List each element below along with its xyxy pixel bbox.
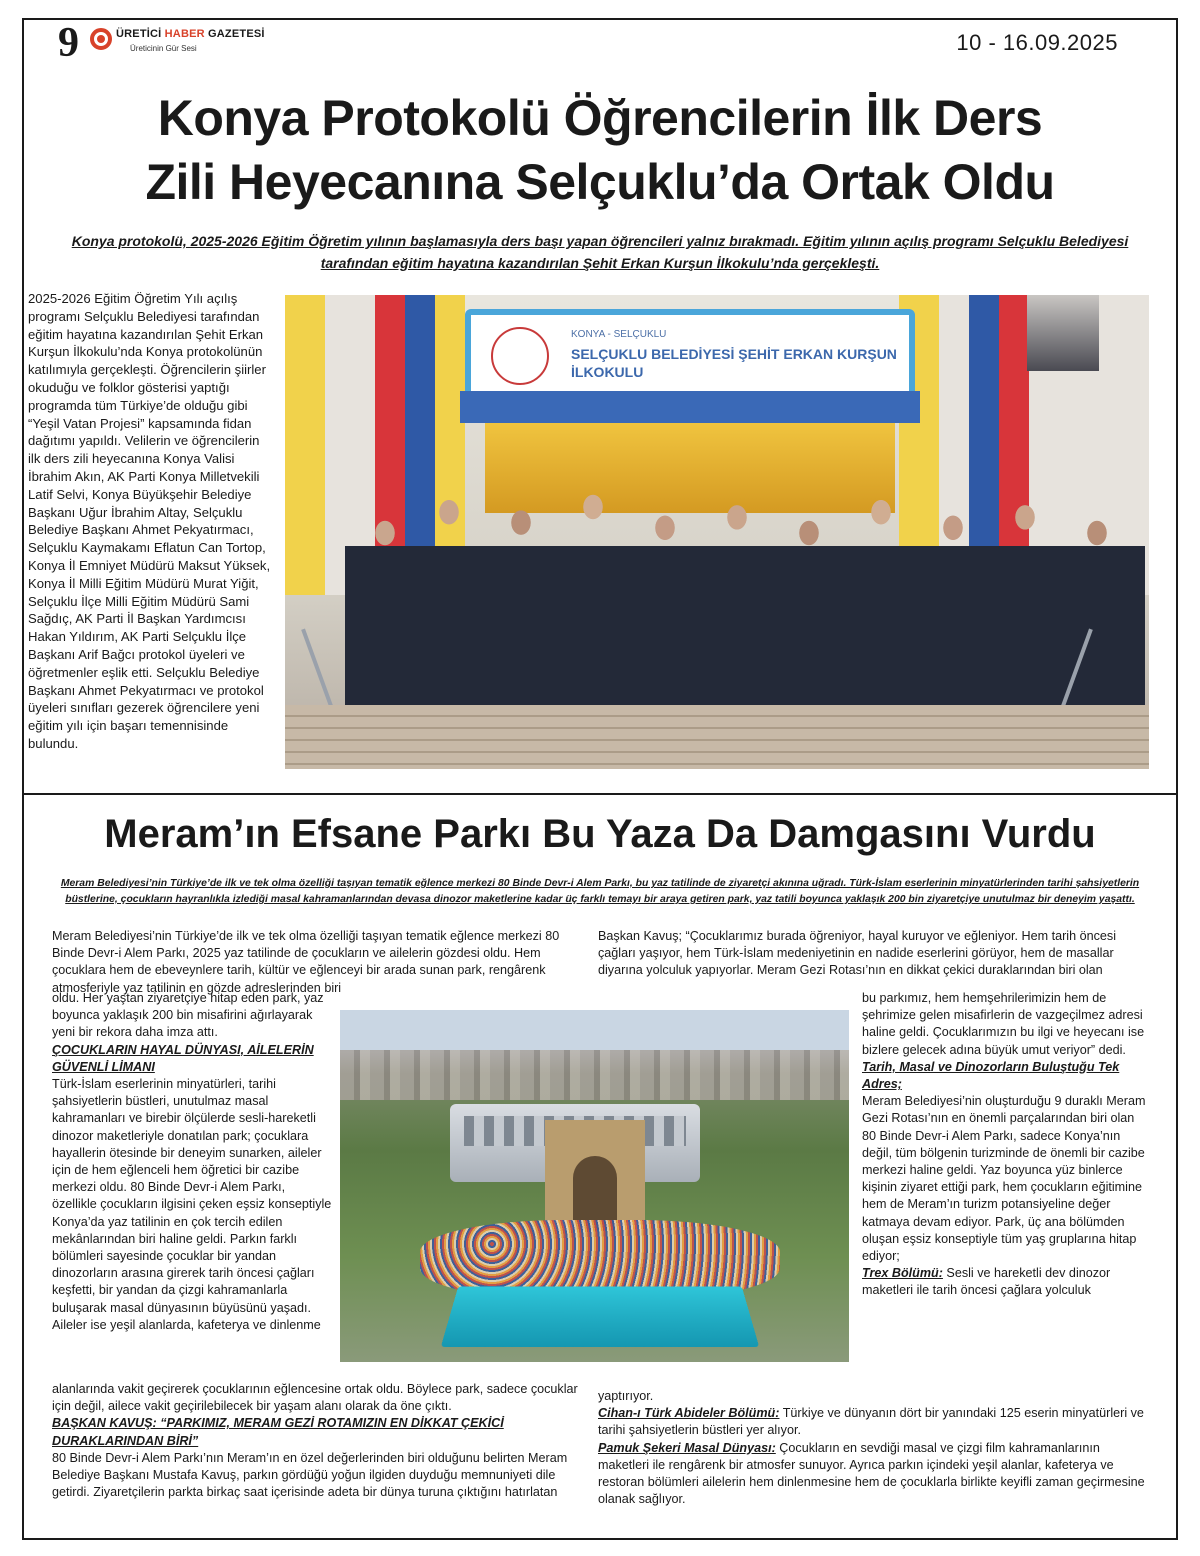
story2-subhead3: Tarih, Masal ve Dinozorların Buluştuğu Tek Adres; <box>862 1059 1120 1092</box>
trex-label: Trex Bölümü: <box>862 1266 943 1281</box>
story2-trex <box>862 1265 1148 1299</box>
brand-tagline: Üreticinin Gür Sesi <box>130 44 197 53</box>
story1-headline-line2: Zili Heyecanına Selçuklu’da Ortak Oldu <box>145 154 1055 210</box>
issue-date: 10 - 16.09.2025 <box>956 30 1118 55</box>
pamuk-label: Pamuk Şekeri Masal Dünyası: <box>598 1440 776 1455</box>
story2-pamuk <box>598 1440 1148 1509</box>
park-pool <box>441 1286 760 1347</box>
story1-headline-line1: Konya Protokolü Öğrencilerin İlk Ders <box>157 90 1043 146</box>
brand-text-3: GAZETESİ <box>204 28 265 40</box>
portrait-banner <box>1027 295 1099 371</box>
story2-cihan <box>598 1405 1148 1439</box>
story1-headline <box>24 86 1176 214</box>
ministry-logo-icon <box>491 327 549 385</box>
story2-right-column <box>862 990 1148 1300</box>
pamuk-text: Çocukların en sevdiği masal ve çizgi film kahramanlarının maketleri ile rengârenk bir atmosfer sunuyor. Ayrıca parkın içindeki yeşil alanlar, kafeterya ve restoran bölümleri ailelerin hem dinlenmesine hem de çocuklarla birlikte keyifli zaman geçirmesine olanak sağlıyor. <box>598 1440 1145 1507</box>
story2-left-para4: 80 Binde Devr-i Alem Parkı’nın Meram’ın en özel değerlerinden biri olduğunu belirten Meram Belediye Başkanı Mustafa Kavuş, parkın gördüğü yoğun ilgiden duyduğu memnuniyeti dile getirdi. Ziyaretçilerin parkta birkaç saat içerisinde adeta bir dünya turuna çıktığını hatırlatan <box>52 1450 568 1500</box>
story2-deck: Meram Belediyesi’nin Türkiye’de ilk ve tek olma özelliği taşıyan tematik eğlence merkezi 80 Binde Devr-i Alem Parkı, bu yaz tatilinde de ziyaretçi akınına uğradı. Türk-İslam eserlerinin minyatürlerinden tarihi şahsiyetlerin büstlerine, çocukların hayranlıkla izlediği masal kahramanlarından devasa dinozor maketlerine kadar üç farklı temayı bir araya getiren park, yaz tatili boyunca yaklaşık 200 bin ziyaretçiye unutulmaz bir deneyim yaşattı. <box>60 878 1140 905</box>
theme-park-aerial-photo <box>340 1010 849 1362</box>
story2-intro: Meram Belediyesi’nin Türkiye’de ilk ve tek olma özelliği taşıyan tematik eğlence merkezi 80 Binde Devr-i Alem Parkı, 2025 yaz tatilinde de çocukların ve ailelerin gözdesi oldu. Hem çocuklara hem de ebeveynlere tarih, kültür ve eğlenceyi bir arada sunan park, rengârenk atmosferiyle yaz tatilinin en gözde adreslerinden biri <box>52 929 560 995</box>
brand-text-2: HABER <box>164 28 205 40</box>
protocol-group <box>345 455 1145 715</box>
page-number: 9 <box>58 20 79 66</box>
story2-right-para1: bu parkımız, hem hemşehrilerimizin hem de şehrimize gelen misafirlerin de vazgeçilmez adresi haline geldi. Çocuklarımızın bu ilgi ve heyecanı ise bizlere gelecek adına büyük umut veriyor” dedi. <box>862 991 1145 1057</box>
story1-deck: Konya protokolü, 2025-2026 Eğitim Öğretim yılının başlamasıyla ders başı yapan öğrencileri yalnız bırakmadı. Eğitim yılının açılış programı Selçuklu Belediyesi tarafından eğitim hayatına kazandırılan Şehit Erkan Kurşun İlkokulu’nda gerçekleşti. <box>71 233 1129 271</box>
story2-left-para2: Türk-İslam eserlerinin minyatürleri, tarihi şahsiyetlerin büstleri, unutulmaz masal kahramanları ve birebir ölçülerde sesli-hareketli dinozor maketleriyle donatılan park; çocuklara hayallerin ötesinde bir deneyim sunarken, aileler için de hem eğlenceli hem öğretici bir cazibe merkezi oldu. 80 Binde Devr-i Alem Parkı, özellikle çocukların ilgisini çeken eşsiz konseptiyle Konya’da yaz tatilinin en çok tercih edilen mekânlarından biri haline geldi. Parkın farklı bölümleri sayesinde çocuklar bir yandan dinozorların arasına girerek tarih öncesi çağları keşfetti, bir yandan da çizgi kahramanlarla buluşarak masal dünyasının büyüsünü yaşadı. Aileler ise yeşil alanlarda, kafeterya ve dinlenme <box>52 1077 332 1332</box>
school-sign-location: KONYA - SELÇUKLU <box>571 329 667 340</box>
brand-text-1: ÜRETİCİ <box>116 28 165 40</box>
story2-headline: Meram’ın Efsane Parkı Bu Yaza Da Damgasını Vurdu <box>104 812 1096 856</box>
cihan-label: Cihan-ı Türk Abideler Bölümü: <box>598 1406 780 1421</box>
story2-left-para3: alanlarında vakit geçirerek çocuklarının eğlencesine ortak oldu. Böylece park, sadece çocuklar için değil, ailece vakit geçirilebilecek bir yaşam alanı olarak da öne çıktı. <box>52 1382 578 1414</box>
entrance-stairs <box>285 705 1149 769</box>
gear-logo-icon <box>90 28 112 50</box>
story2-left-bottom <box>52 1381 580 1501</box>
trex-text: Sesli ve hareketli dev dinozor maketleri ile tarih öncesi çağlara yolculuk <box>862 1266 1111 1298</box>
story2-right-intro: Başkan Kavuş; “Çocuklarımız burada öğreniyor, hayal kuruyor ve eğleniyor. Hem tarih öncesi çağları yaşıyor, hem Türk-İslam medeniyetinin en nadide eserlerini görüyor, hem de masallar diyarına yolculuk yapıyorlar. Meram Gezi Rotası’nın en dikkat çekici duraklarından biri olan <box>598 929 1116 978</box>
school-sign-name: SELÇUKLU BELEDİYESİ ŞEHİT ERKAN KURŞUN İLKOKULU <box>571 346 897 380</box>
city-skyline <box>340 1050 849 1100</box>
story1-body: 2025-2026 Eğitim Öğretim Yılı açılış programı Selçuklu Belediyesi tarafından eğitim hayatına kazandırılan Şehit Erkan Kurşun İlkokulu’nda Konya protokolünün katılımıyla gerçekleşti. Öğrencilerin şiirler okuduğu ve folklor gösterisi yaptığı programda tüm Türkiye’de olduğu gibi “Yeşil Vatan Projesi” kapsamında fidan dağıtımı yapıldı. Velilerin ve öğrencilerin ilk ders zili heyecanına Konya Valisi İbrahim Akın, AK Parti Konya Milletvekili Latif Selvi, Konya Büyükşehir Belediye Başkanı Uğur İbrahim Altay, Selçuklu Belediye Başkanı Ahmet Pekyatırmacı, Selçuklu Kaymakamı Eflatun Can Tortop, Konya İl Emniyet Müdürü Maksut Yüksek, Konya İl Milli Eğitim Müdürü Murat Yiğit, Selçuklu İlçe Milli Eğitim Müdürü Sami Sağdıç, AK Parti İl Başkan Yardımcısı Hakan Yıldırım, AK Parti Selçuklu İlçe Başkanı Arif Bağcı protokol üyeleri ve öğretmenler eşlik etti. Selçuklu Belediye Başkanı Ahmet Pekyatırmacı ve protokol üyeleri sınıfları gezerek öğrencilere yeni eğitim yılı için başarı temennisinde bulundu. <box>28 291 271 751</box>
story2-right-para2: Meram Belediyesi’nin oluşturduğu 9 duraklı Meram Gezi Rotası’nın en önemli parçalarından biri olan 80 Binde Devr-i Alem Parkı, sadece Konya’nın değil, tüm bölgenin turizminde de önemli bir cazibe merkezi haline geldi. Yaz boyunca yüz binlerce kişinin ziyaret ettiği park, hem çocukların eğitimine hem de Meram’ın turizm potansiyeline değer katmaya devam ediyor. Park, üç ana bölümden oluşan eşsiz konseptiyle tüm yaş gruplarına hitap ediyor; <box>862 1094 1146 1264</box>
story2-left-para1: oldu. Her yaştan ziyaretçiye hitap eden park, yaz boyunca yaklaşık 200 bin misafirini ağırlayarak yeni bir rekora daha imza attı. <box>52 991 324 1040</box>
park-gate <box>545 1120 645 1230</box>
entrance-canopy <box>460 391 920 423</box>
story2-left-column <box>52 990 332 1334</box>
school-opening-photo <box>285 295 1149 769</box>
story2-subhead1: ÇOCUKLARIN HAYAL DÜNYASI, AİLELERİN GÜVENLİ LİMANI <box>52 1042 314 1074</box>
story2-right-bottom <box>598 1388 1148 1508</box>
cihan-text: Türkiye ve dünyanın dört bir yanındaki 125 eserin minyatürleri ve tarihi şahsiyetlerin büstleri yer alıyor. <box>598 1406 1144 1438</box>
trex-continued: yaptırıyor. <box>598 1389 654 1403</box>
newspaper-brand <box>116 28 265 40</box>
story2-subhead2: BAŞKAN KAVUŞ: “PARKIMIZ, MERAM GEZİ ROTAMIZIN EN DİKKAT ÇEKİCİ DURAKLARINDAN BİRİ” <box>52 1416 504 1448</box>
